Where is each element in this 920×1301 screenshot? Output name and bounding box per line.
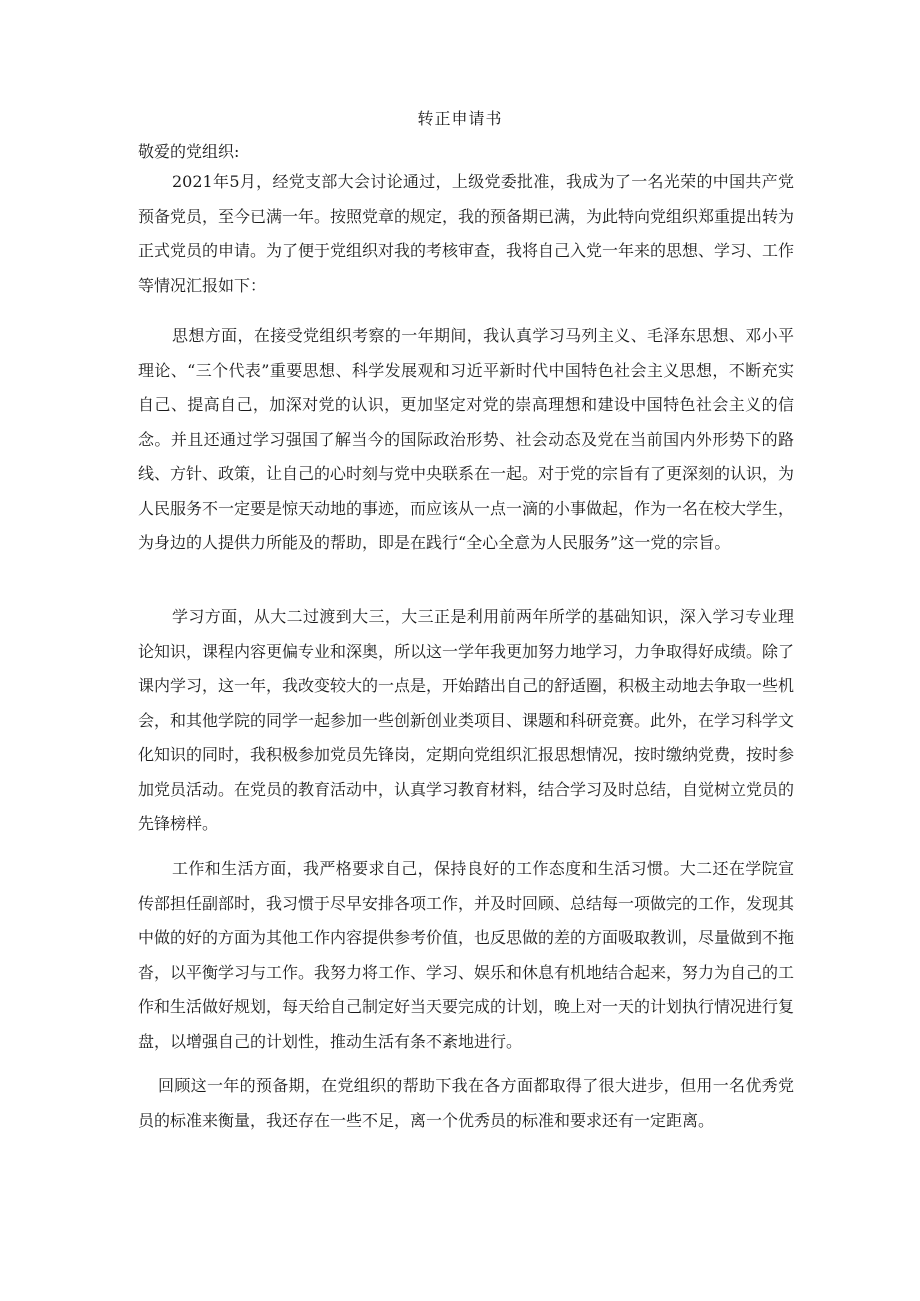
paragraph-work-life: 工作和生活方面，我严格要求自己，保持良好的工作态度和生活习惯。大二还在学院宣传部担任副部时，我习惯于尽早安排各项工作，并及时回顾、总结每一项做完的工作，发现其中做的好的方面为其他工作内容提供参考价值，也反思做的差的方面吸取教训，尽量做到不拖沓，以平衡学习与工作。我努力将工作、学习、娱乐和休息有机地结合起来，努力为自己的工作和生活做好规划，每天给自己制定好当天要完成的计划，晚上对一天的计划执行情况进行复盘，以增强自己的计划性，推动生活有条不紊地进行。 [138,859,795,1051]
document-title: 转正申请书 [417,109,503,128]
paragraph-intro: 2021年5月，经党支部大会讨论通过，上级党委批准，我成为了一名光荣的中国共产党预备党员，至今已满一年。按照党章的规定，我的预备期已满，为此特向党组织郑重提出转为正式党员的申请。为了便于党组织对我的考核审查，我将自己入党一年来的思想、学习、工作等情况汇报如下： [138,172,795,295]
paragraph-review: 回顾这一年的预备期，在党组织的帮助下我在各方面都取得了很大进步，但用一名优秀党员的标准来衡量，我还存在一些不足，离一个优秀员的标准和要求还有一定距离。 [138,1076,794,1130]
salutation: 敬爱的党组织: [138,142,240,161]
paragraph-thought: 思想方面，在接受党组织考察的一年期间，我认真学习马列主义、毛泽东思想、邓小平理论、“三个代表”重要思想、科学发展观和习近平新时代中国特色社会主义思想，不断充实自己、提高自己，加深对党的认识，更加坚定对党的崇高理想和建设中国特色社会主义的信念。并且还通过学习强国了解当今的国际政治形势、社会动态及党在当前国内外形势下的路线、方针、政策，让自己的心时刻与党中央联系在一起。对于党的宗旨有了更深刻的认识，为人民服务不一定要是惊天动地的事迹，而应该从一点一滴的小事做起，作为一名在校大学生，为身边的人提供力所能及的帮助，即是在践行“全心全意为人民服务”这一党的宗旨。 [138,326,795,552]
paragraph-study: 学习方面，从大二过渡到大三，大三正是利用前两年所学的基础知识，深入学习专业理论知识，课程内容更偏专业和深奥，所以这一学年我更加努力地学习，力争取得好成绩。除了课内学习，这一年，我改变较大的一点是，开始踏出自己的舒适圈，积极主动地去争取一些机会，和其他学院的同学一起参加一些创新创业类项目、课题和科研竞赛。此外，在学习科学文化知识的同时，我积极参加党员先锋岗，定期向党组织汇报思想情况，按时缴纳党费，按时参加党员活动。在党员的教育活动中，认真学习教育材料，结合学习及时总结，自觉树立党员的先锋榜样。 [138,607,795,833]
